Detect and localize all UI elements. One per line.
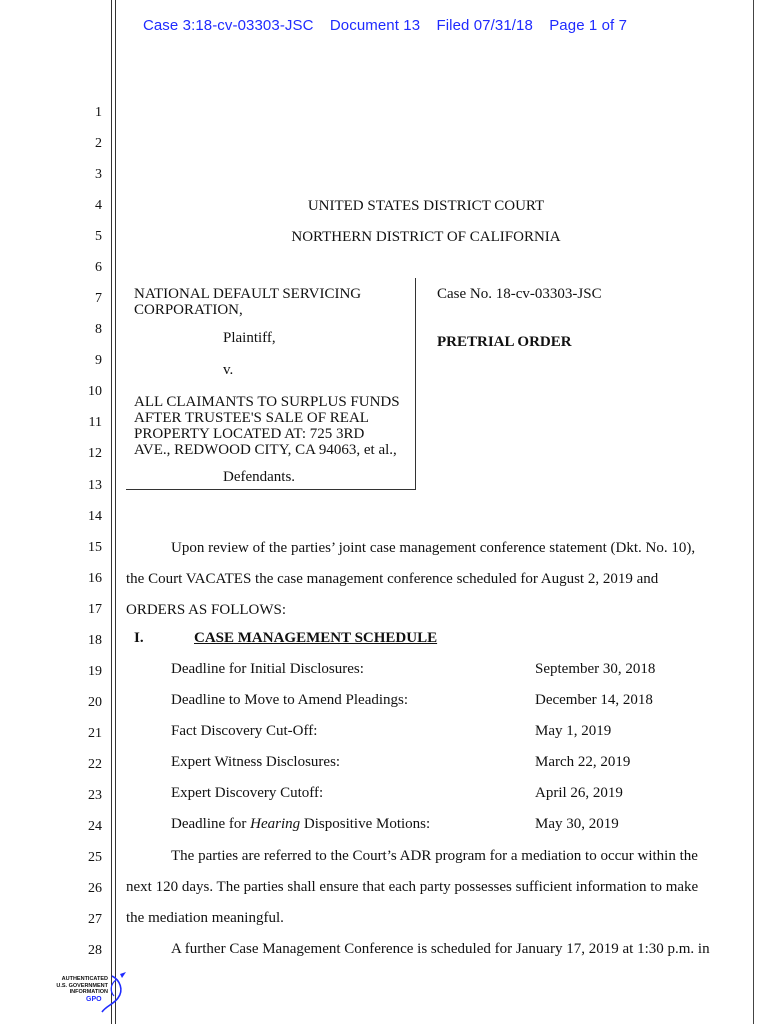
schedule-label: Expert Witness Disclosures: — [171, 754, 341, 770]
gpo-line3: INFORMATION — [69, 989, 108, 995]
line-number: 18 — [88, 633, 102, 648]
line-number: 22 — [88, 757, 102, 772]
defendant-name-line3: PROPERTY LOCATED AT: 725 3RD — [134, 426, 365, 442]
schedule-date: September 30, 2018 — [535, 661, 656, 677]
gpo-line1: AUTHENTICATED — [61, 976, 108, 982]
schedule-date: March 22, 2019 — [535, 754, 631, 770]
court-district: NORTHERN DISTRICT OF CALIFORNIA — [291, 229, 561, 245]
paragraph-2-line-3: the mediation meaningful. — [126, 910, 284, 926]
schedule-label-emphasis: Hearing — [250, 816, 301, 832]
defendant-name-line4: AVE., REDWOOD CITY, CA 94063, et al., — [134, 442, 397, 458]
line-number: 2 — [95, 136, 102, 151]
line-number: 15 — [88, 540, 102, 555]
line-number: 25 — [88, 850, 102, 865]
margin-rule-right — [753, 0, 754, 1024]
schedule-date: December 14, 2018 — [535, 692, 653, 708]
schedule-label-post: Dispositive Motions: — [300, 816, 431, 832]
schedule-label — [171, 816, 430, 833]
schedule-date: May 1, 2019 — [535, 723, 612, 739]
margin-rule-left-2 — [115, 0, 116, 1024]
gpo-mark: GPO — [86, 996, 102, 1003]
line-number: 28 — [88, 943, 102, 958]
line-number: 1 — [95, 105, 102, 120]
case-number: Case No. 18-cv-03303-JSC — [437, 286, 602, 302]
line-number: 20 — [88, 695, 102, 710]
plaintiff-role: Plaintiff, — [223, 330, 276, 346]
schedule-date: May 30, 2019 — [535, 816, 619, 832]
line-number: 4 — [95, 198, 102, 213]
line-number: 3 — [95, 167, 102, 182]
court-name: UNITED STATES DISTRICT COURT — [307, 198, 545, 214]
line-number: 6 — [95, 260, 102, 275]
paragraph-3-line-1: A further Case Management Conference is scheduled for January 17, 2019 at 1:30 p.m. in — [171, 941, 710, 957]
line-number: 19 — [88, 664, 102, 679]
paragraph-1-line-2: the Court VACATES the case management conference scheduled for August 2, 2019 and — [126, 571, 659, 587]
line-number: 27 — [88, 912, 102, 927]
line-number: 21 — [88, 726, 102, 741]
paragraph-1-line-3: ORDERS AS FOLLOWS: — [126, 602, 287, 618]
header-case-number: Case 3:18-cv-03303-JSC — [142, 17, 314, 34]
header-document-number: Document 13 — [329, 17, 421, 34]
gpo-line2: U.S. GOVERNMENT — [56, 982, 108, 989]
section-number: I. — [134, 630, 144, 646]
line-number: 7 — [95, 291, 102, 306]
line-number: 11 — [88, 415, 102, 430]
schedule-label: Deadline for Initial Disclosures: — [171, 661, 364, 677]
order-title: PRETRIAL ORDER — [437, 334, 572, 350]
line-number: 8 — [95, 322, 102, 337]
plaintiff-name-line2: CORPORATION, — [134, 302, 243, 318]
line-number: 24 — [88, 819, 102, 834]
schedule-label: Expert Discovery Cutoff: — [171, 785, 324, 801]
line-number: 17 — [88, 602, 102, 617]
line-number: 26 — [88, 881, 102, 896]
margin-rule-left-1 — [111, 0, 112, 1024]
header-filed-date: Filed 07/31/18 — [436, 17, 533, 34]
paragraph-2-line-1: The parties are referred to the Court’s ADR program for a mediation to occur within the — [171, 848, 698, 864]
caption-divider — [415, 278, 416, 490]
line-number: 9 — [95, 353, 102, 368]
schedule-label-pre: Deadline for — [171, 816, 251, 832]
header-page-count: Page 1 of 7 — [549, 17, 628, 34]
line-number: 10 — [88, 384, 102, 399]
line-number: 16 — [88, 571, 102, 586]
defendant-name-line1: ALL CLAIMANTS TO SURPLUS FUNDS — [134, 394, 400, 410]
line-number: 14 — [88, 509, 102, 524]
plaintiff-name-line1: NATIONAL DEFAULT SERVICING — [134, 286, 362, 302]
schedule-date: April 26, 2019 — [535, 785, 623, 801]
schedule-label: Deadline to Move to Amend Pleadings: — [171, 692, 409, 708]
defendant-name-line2: AFTER TRUSTEE'S SALE OF REAL — [134, 410, 369, 426]
gpo-eagle-icon — [40, 968, 130, 1018]
versus: v. — [223, 362, 234, 378]
defendant-role: Defendants. — [223, 469, 296, 485]
line-number: 13 — [88, 478, 102, 493]
caption-underline — [126, 489, 416, 490]
section-title: CASE MANAGEMENT SCHEDULE — [194, 630, 438, 646]
paragraph-1-line-1: Upon review of the parties’ joint case management conference statement (Dkt. No. 10), — [171, 540, 696, 556]
schedule-label: Fact Discovery Cut-Off: — [171, 723, 318, 739]
line-number: 5 — [95, 229, 102, 244]
line-number: 12 — [88, 446, 102, 461]
line-number: 23 — [88, 788, 102, 803]
paragraph-2-line-2: next 120 days. The parties shall ensure that each party possesses sufficient information to make — [126, 879, 699, 895]
